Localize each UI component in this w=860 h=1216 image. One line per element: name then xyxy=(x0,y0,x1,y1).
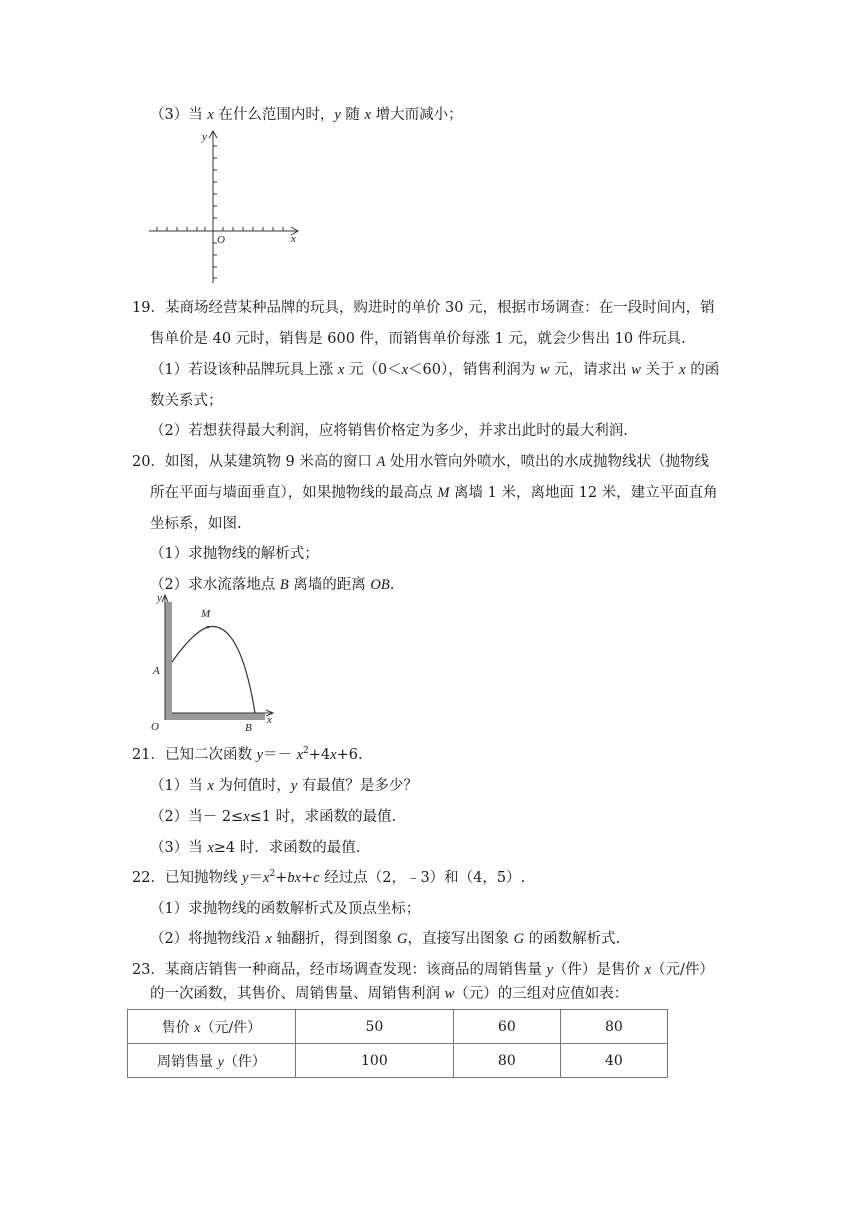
text: 的一次函数，其售价、周销售量、周销售利润 xyxy=(150,986,445,1002)
q22-part1 xyxy=(150,899,420,919)
q20-line1 xyxy=(132,452,709,472)
text: 随 xyxy=(340,107,365,123)
text: （2）求水流落地点 xyxy=(150,577,280,593)
var-y: y xyxy=(217,1054,224,1070)
origin-label: O xyxy=(217,234,225,246)
table-cell: 100 xyxy=(296,1044,454,1078)
text: （1）求抛物线的函数解析式及顶点坐标； xyxy=(150,901,421,917)
text: （2）当－ 2≤ xyxy=(150,809,244,825)
q18-axes-figure xyxy=(145,128,305,288)
text: 已知二次函数 xyxy=(164,747,257,763)
text: + xyxy=(301,870,314,886)
var-M: M xyxy=(437,485,450,501)
table-row xyxy=(128,1044,668,1078)
var-c: c xyxy=(313,870,320,886)
label-A: A xyxy=(153,665,160,677)
question-number: 19． xyxy=(132,300,165,316)
text: 离墙的距离 xyxy=(288,577,371,593)
point-M xyxy=(207,626,210,629)
table-cell: 80 xyxy=(560,1010,667,1044)
table-cell: 50 xyxy=(296,1010,454,1044)
text: 有最值？是多少？ xyxy=(297,778,418,794)
var-y: y xyxy=(546,962,553,978)
text: 数关系式； xyxy=(150,393,223,409)
text: 元（0＜ xyxy=(344,362,402,378)
var-y: y xyxy=(290,778,298,794)
q21-part2 xyxy=(150,807,396,827)
q22-part2 xyxy=(150,929,620,949)
text: （元/件） xyxy=(200,1019,262,1036)
var-x: x xyxy=(207,778,214,794)
q23-line2 xyxy=(150,984,628,1004)
var-y: y xyxy=(256,747,263,763)
question-number: 21． xyxy=(132,747,165,763)
var-x: x xyxy=(265,931,272,947)
q18-part3 xyxy=(150,105,463,125)
q19-part1 xyxy=(150,360,719,380)
text: 离墙 1 米，离地面 12 米，建立平面直角 xyxy=(449,485,718,501)
text: （元/件） xyxy=(651,962,714,978)
table-cell: 80 xyxy=(453,1044,560,1078)
y-ticks xyxy=(213,146,217,278)
text: +6. xyxy=(336,747,363,763)
water-parabola xyxy=(172,627,255,713)
table-row xyxy=(128,1010,668,1044)
var-x: x xyxy=(296,747,304,763)
q20-line3 xyxy=(150,514,242,534)
var-x: x xyxy=(243,809,250,825)
question-number: 23． xyxy=(132,962,165,978)
var-x: x xyxy=(679,362,686,378)
text: 元，请求出 xyxy=(549,362,632,378)
text: 所在平面与墙面垂直），如果抛物线的最高点 xyxy=(150,485,438,501)
var-w: w xyxy=(631,362,641,378)
var-w: w xyxy=(539,362,550,378)
q21-stem xyxy=(132,745,363,765)
text: 在什么范围内时， xyxy=(213,107,335,123)
label-M: M xyxy=(201,608,211,620)
q19-line2 xyxy=(150,329,686,349)
ground xyxy=(165,713,265,720)
q19-part2 xyxy=(150,421,628,441)
text: 的函 xyxy=(685,362,720,378)
q21-part1 xyxy=(150,776,418,796)
text: （3）当 xyxy=(150,107,208,123)
q23-line1 xyxy=(132,960,714,980)
var-w: w xyxy=(444,986,455,1002)
exponent: 2 xyxy=(303,746,309,757)
text: 的函数解析式. xyxy=(524,931,621,947)
text: 如图，从某建筑物 9 米高的窗口 xyxy=(164,454,377,470)
var-x: x xyxy=(207,840,214,856)
var-G: G xyxy=(513,931,525,947)
table-cell: 40 xyxy=(560,1044,667,1078)
var-x: x xyxy=(364,107,371,123)
wall xyxy=(165,602,172,720)
q20-part1 xyxy=(150,544,319,564)
table-cell: 60 xyxy=(453,1010,560,1044)
text: ＝ xyxy=(248,870,263,886)
text: （3）当 xyxy=(150,840,208,856)
var-x: x xyxy=(263,870,270,886)
text: ＜60），销售利润为 xyxy=(408,362,540,378)
q19-part1-cont xyxy=(150,391,223,411)
text: 某商场经营某种品牌的玩具，购进时的单价 30 元，根据市场调查：在一段时间内，销 xyxy=(164,300,715,316)
text: ＝－ xyxy=(263,747,297,763)
var-G: G xyxy=(397,931,408,947)
row-header-price xyxy=(128,1010,296,1044)
var-y: y xyxy=(334,107,341,123)
text: （1）求抛物线的解析式； xyxy=(150,546,319,562)
text: （件） xyxy=(223,1053,266,1070)
var-x: x xyxy=(644,962,652,978)
text: 已知抛物线 xyxy=(164,870,243,886)
text: 某商店销售一种商品，经市场调查发现：该商品的周销售量 xyxy=(164,962,547,978)
var-B: B xyxy=(279,577,289,593)
text: +4 xyxy=(308,747,331,763)
q20-parabola-figure xyxy=(145,590,285,735)
var-x: x xyxy=(337,362,345,378)
var-x: x xyxy=(207,107,214,123)
text: 售单价是 40 元时，销售是 600 件，而销售单价每涨 1 元，就会少售出 10 件玩具. xyxy=(150,331,686,347)
var-x: x xyxy=(330,747,337,763)
label-B: B xyxy=(245,722,252,734)
var-A: A xyxy=(376,454,386,470)
label-y: y xyxy=(157,592,162,604)
text: （件）是售价 xyxy=(553,962,645,978)
q23-value-table xyxy=(127,1009,668,1078)
q22-stem xyxy=(132,868,525,888)
text: （1）当 xyxy=(150,778,208,794)
text: 关于 xyxy=(640,362,680,378)
label-O: O xyxy=(151,721,159,733)
question-number: 22． xyxy=(132,870,165,886)
text: ≥4 时．求函数的最值. xyxy=(213,840,361,856)
var-x: x xyxy=(401,362,409,378)
row-header-sales xyxy=(128,1044,296,1078)
label-x: x xyxy=(267,714,272,726)
x-label: x xyxy=(291,233,296,245)
var-x: x xyxy=(194,1020,201,1036)
text: （1）若设该种品牌玩具上涨 xyxy=(150,362,338,378)
text: 轴翻折，得到图象 xyxy=(271,931,397,947)
text: 经过点（2，﹣3）和（4，5）. xyxy=(319,870,526,886)
y-label: y xyxy=(202,131,207,143)
q21-part3 xyxy=(150,838,360,858)
text: 增大而减小； xyxy=(370,107,463,123)
text: + xyxy=(275,870,288,886)
text: 处用水管向外喷水，喷出的水成抛物线状（抛物线 xyxy=(385,454,709,470)
q20-line2 xyxy=(150,483,718,503)
text: （2）将抛物线沿 xyxy=(150,931,266,947)
exponent: 2 xyxy=(269,869,276,880)
text: （元）的三组对应值如表： xyxy=(454,986,629,1002)
var-OB: OB xyxy=(370,577,390,593)
text: . xyxy=(389,577,395,593)
text: （2）若想获得最大利润，应将销售价格定为多少，并求出此时的最大利润. xyxy=(150,423,628,439)
var-bx: bx xyxy=(287,870,302,886)
q19-line1 xyxy=(132,298,715,318)
text: 周销售量 xyxy=(157,1053,218,1070)
text: ≤1 时，求函数的最值. xyxy=(249,809,397,825)
var-y: y xyxy=(242,870,249,886)
question-number: 20． xyxy=(132,454,165,470)
text: 售价 xyxy=(161,1019,195,1036)
text: 坐标系，如图. xyxy=(150,516,242,532)
text: ，直接写出图象 xyxy=(407,931,514,947)
x-ticks xyxy=(157,227,283,231)
text: 为何值时， xyxy=(213,778,291,794)
